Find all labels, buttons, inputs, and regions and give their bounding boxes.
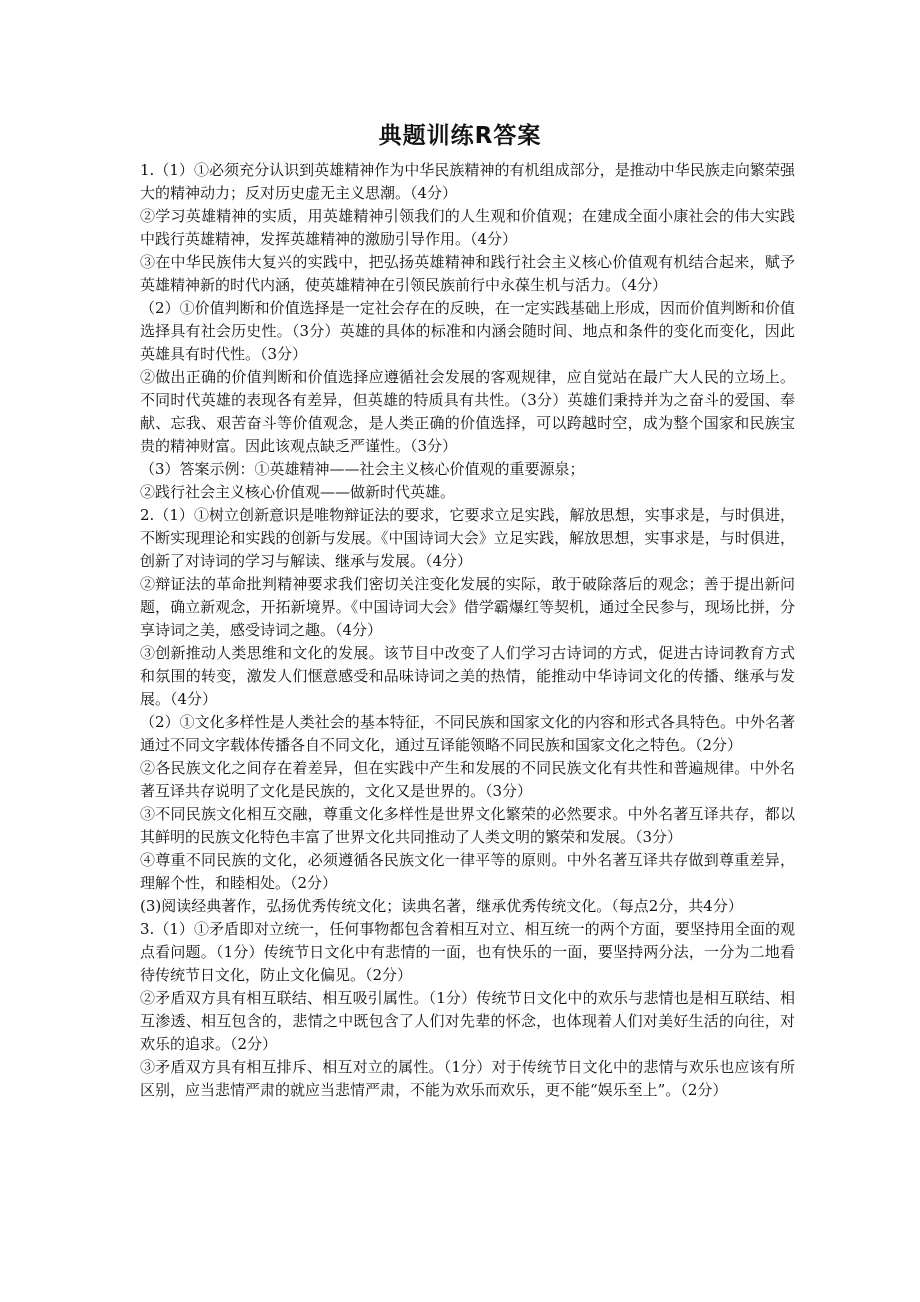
page-title: 典题训练R答案 — [378, 123, 542, 149]
answer-paragraph: ②矛盾双方具有相互联结、相互吸引属性。（1分）传统节日文化中的欢乐与悲情也是相互联结、相互渗透、相互包含的，悲情之中既包含了人们对先辈的怀念，也体现着人们对美好生活的向往，对欢乐的追求。（2分） — [140, 989, 795, 1053]
answer-paragraph: （3）答案示例：①英雄精神——社会主义核心价值观的重要源泉； — [140, 460, 585, 478]
answer-paragraph: ③矛盾双方具有相互排斥、相互对立的属性。（1分）对于传统节日文化中的悲情与欢乐也应该有所区别，应当悲情严肃的就应当悲情严肃，不能为欢乐而欢乐，更不能“娱乐至上”。（2分） — [140, 1058, 795, 1099]
answer-paragraph: ②做出正确的价值判断和价值选择应遵循社会发展的客观规律，应自觉站在最广大人民的立场上。不同时代英雄的表现各有差异，但英雄的特质具有共性。（3分）英雄们秉持并为之奋斗的爱国、奉献、忘我、艰苦奋斗等价值观念，是人类正确的价值选择，可以跨越时空，成为整个国家和民族宝贵的精神财富。因此该观点缺乏严谨性。（3分） — [140, 368, 795, 455]
answer-paragraph: ②辩证法的革命批判精神要求我们密切关注变化发展的实际，敢于破除落后的观念；善于提出新问题，确立新观念，开拓新境界。《中国诗词大会》借学霸爆红等契机，通过全民参与，现场比拼，分享诗词之美，感受诗词之趣。（4分） — [140, 575, 795, 639]
answer-paragraph: (3)阅读经典著作，弘扬优秀传统文化；读典名著，继承优秀传统文化。（每点2分，共4分） — [140, 897, 743, 915]
answer-paragraph: 3.（1）①矛盾即对立统一，任何事物都包含着相互对立、相互统一的两个方面，要坚持用全面的观点看问题。（1分）传统节日文化中有悲情的一面，也有快乐的一面，要坚持两分法，一分为二地看待传统节日文化，防止文化偏见。（2分） — [140, 920, 795, 984]
answer-paragraph: ④尊重不同民族的文化，必须遵循各民族文化一律平等的原则。中外名著互译共存做到尊重差异，理解个性，和睦相处。（2分） — [140, 851, 795, 892]
answer-paragraph: （2）①文化多样性是人类社会的基本特征，不同民族和国家文化的内容和形式各具特色。中外名著通过不同文字载体传播各自不同文化，通过互译能领略不同民族和国家文化之特色。（2分） — [140, 713, 795, 754]
answer-paragraph: ③创新推动人类思维和文化的发展。该节目中改变了人们学习古诗词的方式，促进古诗词教育方式和氛围的转变，激发人们惬意感受和品味诗词之美的热情，能推动中华诗词文化的传播、继承与发展。（4分） — [140, 644, 795, 708]
answer-paragraph: 2.（1）①树立创新意识是唯物辩证法的要求，它要求立足实践，解放思想，实事求是，与时俱进，不断实现理论和实践的创新与发展。《中国诗词大会》立足实践，解放思想，实事求是，与时俱进，创新了对诗词的学习与解读、继承与发展。（4分） — [140, 506, 795, 570]
answer-paragraph: ③在中华民族伟大复兴的实践中，把弘扬英雄精神和践行社会主义核心价值观有机结合起来，赋予英雄精神新的时代内涵，使英雄精神在引领民族前行中永葆生机与活力。（4分） — [140, 253, 795, 294]
answer-paragraph: ②践行社会主义核心价值观——做新时代英雄。 — [140, 483, 456, 501]
answer-body — [140, 159, 795, 1102]
answer-paragraph: （2）①价值判断和价值选择是一定社会存在的反映，在一定实践基础上形成，因而价值判断和价值选择具有社会历史性。（3分）英雄的具体的标准和内涵会随时间、地点和条件的变化而变化，因此英雄具有时代性。（3分） — [140, 299, 795, 363]
answer-paragraph: ②各民族文化之间存在着差异，但在实践中产生和发展的不同民族文化有共性和普遍规律。中外名著互译共存说明了文化是民族的，文化又是世界的。（3分） — [140, 759, 795, 800]
answer-paragraph: 1.（1）①必须充分认识到英雄精神作为中华民族精神的有机组成部分，是推动中华民族走向繁荣强大的精神动力；反对历史虚无主义思潮。（4分） — [140, 161, 795, 202]
answer-paragraph: ③不同民族文化相互交融，尊重文化多样性是世界文化繁荣的必然要求。中外名著互译共存，都以其鲜明的民族文化特色丰富了世界文化共同推动了人类文明的繁荣和发展。（3分） — [140, 805, 795, 846]
answer-paragraph: ②学习英雄精神的实质，用英雄精神引领我们的人生观和价值观；在建成全面小康社会的伟大实践中践行英雄精神，发挥英雄精神的激励引导作用。（4分） — [140, 207, 795, 248]
